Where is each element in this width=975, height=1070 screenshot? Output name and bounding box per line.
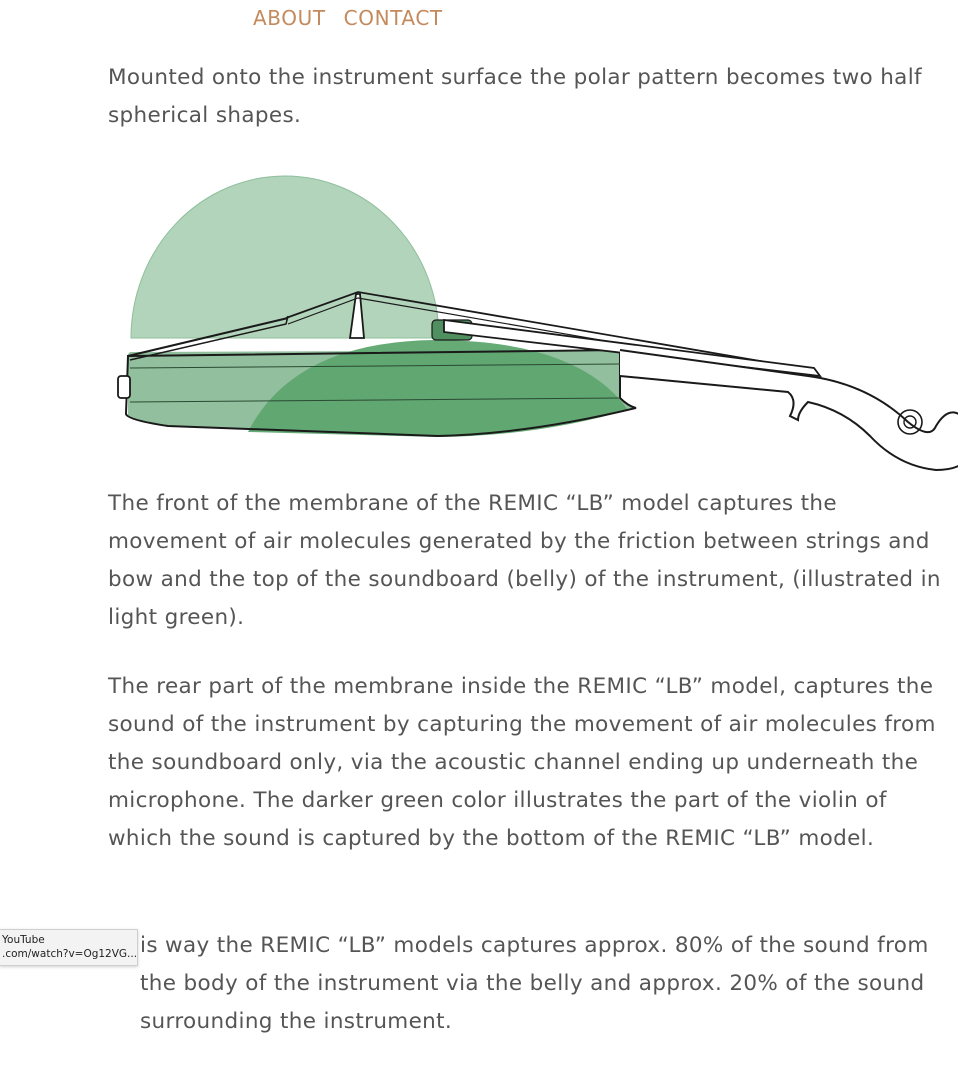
status-tooltip-url: .com/watch?v=Og12VG... [2, 948, 138, 960]
paragraph-rear-membrane: The rear part of the membrane inside the REMIC “LB” model, captures the sound of the instrument by capturing the movement of air molecules from the soundboard only, via the acoustic channel ending up underneath the microphone. The darker green color illustrates the part of the violin of which the sound is captured by the bottom of the REMIC “LB” model. [108, 674, 936, 851]
link-status-tooltip [0, 929, 138, 966]
violin-polar-pattern-illustration [108, 170, 958, 480]
nav-contact-link[interactable]: CONTACT [343, 6, 443, 30]
paragraph-front-membrane: The front of the membrane of the REMIC “LB” model captures the movement of air molecules generated by the friction between strings and bow and the top of the soundboard (belly) of the instrument, (illustrated in light green). [108, 491, 941, 630]
paragraph-polar-pattern: Mounted onto the instrument surface the polar pattern becomes two half spherical shapes. [108, 65, 922, 128]
front-capture-area [131, 176, 439, 338]
nav-about-link[interactable]: ABOUT [253, 6, 326, 30]
status-tooltip-title: YouTube [2, 934, 45, 946]
paragraph-capture-ratio: is way the REMIC “LB” models captures approx. 80% of the sound from the body of the instrument via the belly and approx. 20% of the sound surrounding the instrument. [140, 933, 929, 1034]
violin-illustration-svg [108, 170, 958, 480]
top-navigation [253, 6, 443, 30]
